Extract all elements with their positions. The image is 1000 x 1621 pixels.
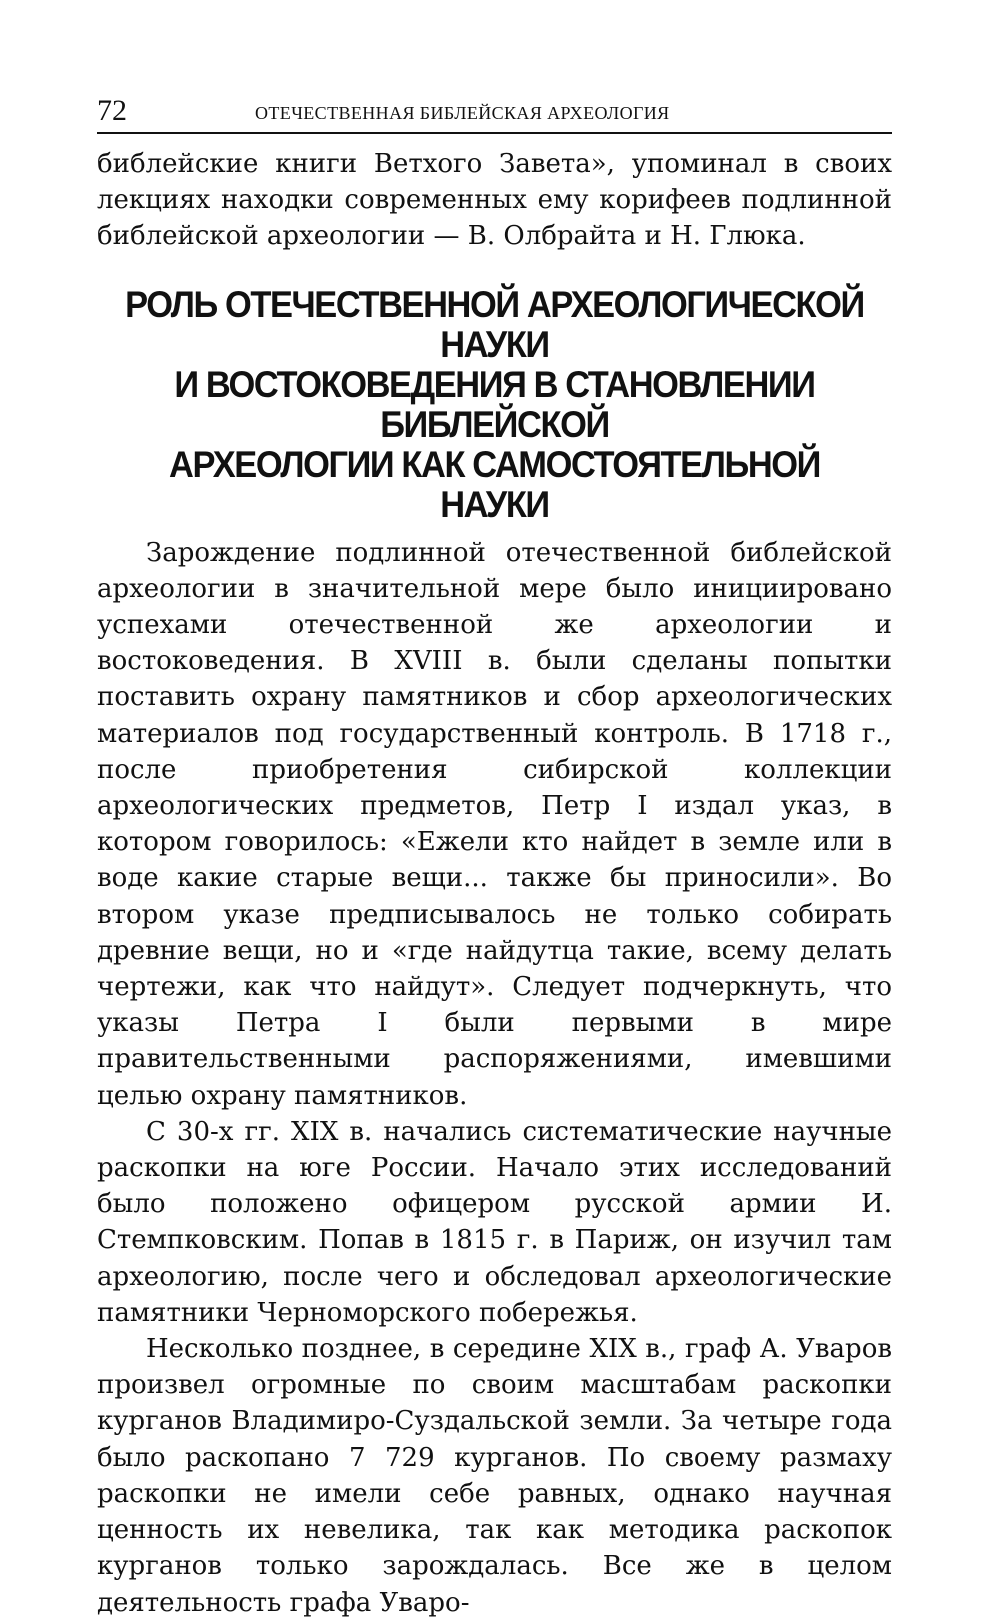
running-head bbox=[97, 92, 892, 134]
paragraph: Несколько позднее, в середине XIX в., граф А. Уваров произвел огромные по своим масштабам раскопки курганов Владимиро-Суздальской земли. За четыре года было раскопано 7 729 курганов. По своему размаху раскопки не имели себе равных, однако научная ценность их невелика, так как методика раскопок курганов только зарождалась. Все же в целом деятельность графа Уваро- bbox=[97, 1334, 892, 1618]
paragraph: С 30-х гг. XIX в. начались систематические научные раскопки на юге России. Начало этих исследований было положено офицером русской армии И. Стемпковским. Попав в 1815 г. в Париж, он изучил там археологию, после чего и обследовал археологические памятники Черноморского побережья. bbox=[97, 1116, 892, 1328]
heading-line: И ВОСТОКОВЕДЕНИЯ В СТАНОВЛЕНИИ БИБЛЕЙСКОЙ bbox=[174, 363, 815, 445]
page-number: 72 bbox=[97, 94, 127, 127]
section-heading bbox=[125, 285, 864, 525]
heading-line: РОЛЬ ОТЕЧЕСТВЕННОЙ АРХЕОЛОГИЧЕСКОЙ НАУКИ bbox=[125, 283, 864, 365]
paragraph: Зарождение подлинной отечественной библейской археологии в значительной мере было инициировано успехами отечественной же археологии и востоковедения. В XVIII в. были сделаны попытки поставить охрану памятников и сбор археологических материалов под государственный контроль. В 1718 г., после приобретения сибирской коллекции археологических предметов, Петр I издал указ, в котором говорилось: «Ежели кто найдет в земле или в воде какие старые вещи... также бы приносили». Во втором указе предписывалось не только собирать древние вещи, но и «где найдутца такие, всему делать чертежи, как что найдут». Следует подчеркнуть, что указы Петра I были первыми в мире правительственными распоряжениями, имевшими целью охрану памятников. bbox=[97, 537, 892, 1111]
book-page bbox=[97, 92, 892, 1621]
heading-line: АРХЕОЛОГИИ КАК САМОСТОЯТЕЛЬНОЙ НАУКИ bbox=[169, 443, 820, 525]
continuation-paragraph: библейские книги Ветхого Завета», упоминал в своих лекциях находки современных ему корифеев подлинной библейской археологии — В. Олбрайта и Н. Глюка. bbox=[97, 149, 892, 252]
running-title: ОТЕЧЕСТВЕННАЯ БИБЛЕЙСКАЯ АРХЕОЛОГИЯ bbox=[255, 103, 670, 123]
body-text bbox=[97, 146, 892, 1621]
